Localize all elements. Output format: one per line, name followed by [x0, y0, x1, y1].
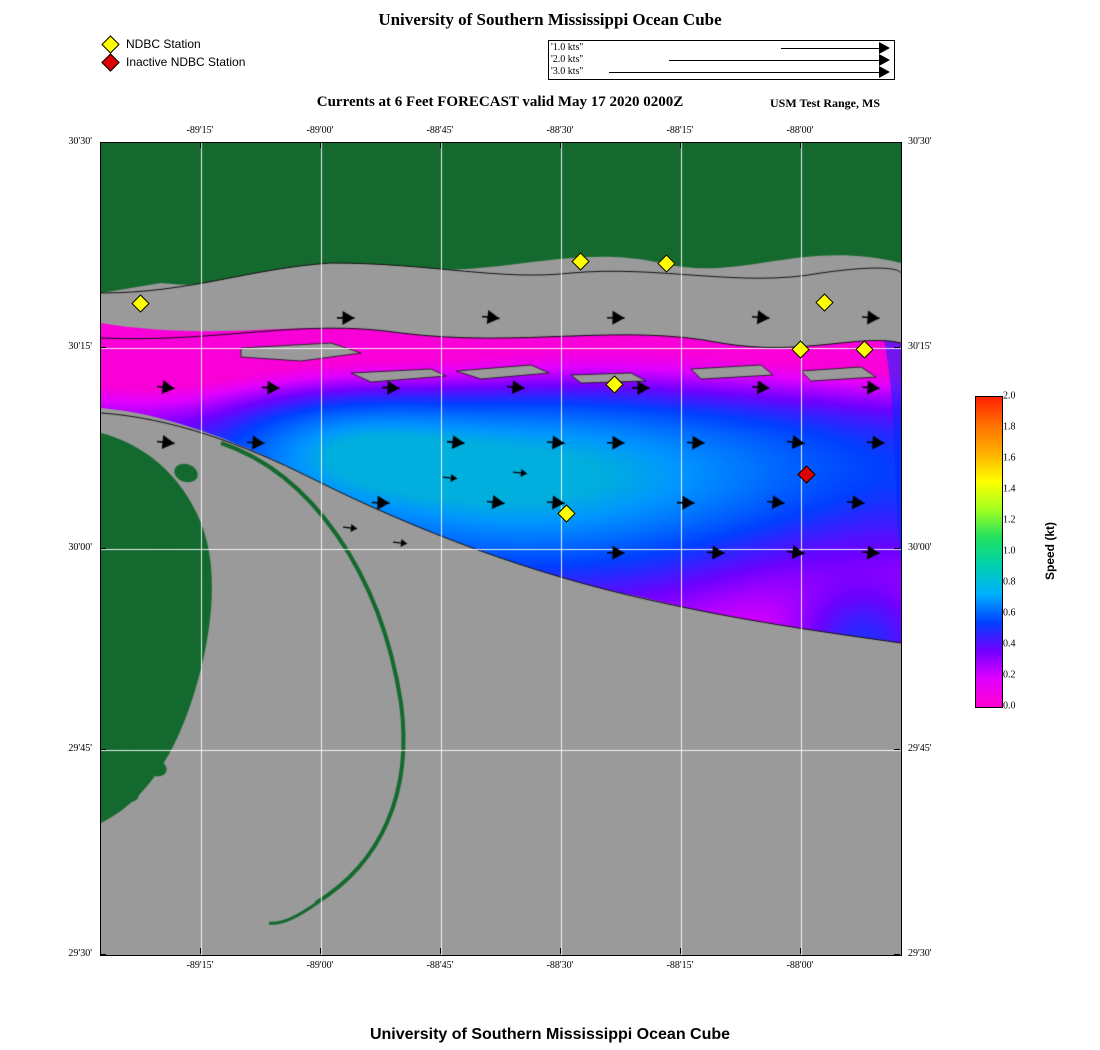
axis-tick-label: 29'30'	[908, 948, 932, 959]
diamond-marker-icon	[101, 53, 119, 71]
arrow-head-icon	[879, 54, 890, 66]
axis-tick-label: 30'00'	[68, 542, 92, 553]
axis-tick-label: -88'00'	[786, 960, 814, 971]
colorbar-tick-label: 1.8	[1003, 421, 1016, 433]
vector-scale-key	[548, 40, 895, 80]
station-legend	[104, 36, 245, 72]
colorbar-gradient	[975, 396, 1003, 708]
axis-tick-label: -89'15'	[186, 125, 214, 136]
axis-tick-label: -88'00'	[786, 125, 814, 136]
axis-tick-label: -88'30'	[546, 125, 574, 136]
current-speed-map[interactable]	[101, 143, 901, 955]
colorbar-tick-label: 1.0	[1003, 545, 1016, 557]
colorbar-tick-label: 0.8	[1003, 576, 1016, 588]
vector-scale-label: '1.0 kts''	[551, 42, 584, 53]
axis-tick-label: 29'45'	[908, 743, 932, 755]
axis-tick-label: 30'30'	[68, 136, 92, 147]
colorbar-tick-label: 0.4	[1003, 638, 1016, 650]
axis-tick-label: -89'00'	[306, 960, 334, 971]
colorbar-tick-label: 0.6	[1003, 607, 1016, 619]
vector-line	[609, 72, 879, 73]
axis-tick-label: -88'45'	[426, 125, 454, 136]
vector-line	[669, 60, 879, 61]
axis-tick-label: -88'15'	[666, 960, 694, 971]
arrow-head-icon	[879, 42, 890, 54]
vector-scale-label: '3.0 kts''	[551, 66, 584, 77]
axis-tick-label: -89'15'	[186, 960, 214, 971]
page-title: University of Southern Mississippi Ocean Cube	[378, 10, 722, 29]
axis-tick-label: 30'15'	[68, 340, 92, 352]
vector-scale-row	[549, 66, 894, 78]
axis-tick-label: -88'30'	[546, 960, 574, 971]
axis-tick-label: 29'30'	[68, 948, 92, 959]
axis-tick-label: -88'15'	[666, 125, 694, 136]
vector-scale-row	[549, 54, 894, 66]
axis-tick-label: 30'00'	[908, 542, 932, 553]
legend-item-active	[104, 36, 245, 52]
axis-tick-label: -88'45'	[426, 960, 454, 971]
colorbar-tick-label: 0.2	[1003, 669, 1016, 681]
diamond-marker-icon	[101, 35, 119, 53]
colorbar-tick-label: 2.0	[1003, 390, 1016, 402]
footer-title: University of Southern Mississippi Ocean Cube	[369, 1026, 731, 1043]
colorbar-tick-label: 1.2	[1003, 514, 1016, 526]
legend-item-inactive	[104, 54, 245, 70]
vector-scale-label: '2.0 kts''	[551, 54, 584, 65]
region-label: USM Test Range, MS	[770, 96, 881, 110]
colorbar-tick-label: 1.4	[1003, 483, 1016, 495]
legend-item-label: NDBC Station	[126, 37, 201, 51]
colorbar	[975, 390, 1057, 712]
vector-scale-row	[549, 42, 894, 54]
vector-line	[781, 48, 879, 49]
map-canvas-frame[interactable]	[100, 142, 902, 956]
axis-tick-label: 30'15'	[908, 340, 932, 352]
axis-tick-label: 30'30'	[908, 136, 932, 147]
axis-tick-label: 29'45'	[68, 743, 92, 755]
arrow-head-icon	[879, 66, 890, 78]
colorbar-tick-label: 0.0	[1003, 700, 1016, 712]
legend-item-label: Inactive NDBC Station	[126, 55, 246, 69]
axis-tick-label: -89'00'	[306, 125, 334, 136]
chart-subtitle: Currents at 6 Feet FORECAST valid May 17 2020 0200Z	[316, 94, 684, 110]
colorbar-tick-label: 1.6	[1003, 452, 1016, 464]
colorbar-title: Speed (kt)	[1043, 521, 1057, 581]
